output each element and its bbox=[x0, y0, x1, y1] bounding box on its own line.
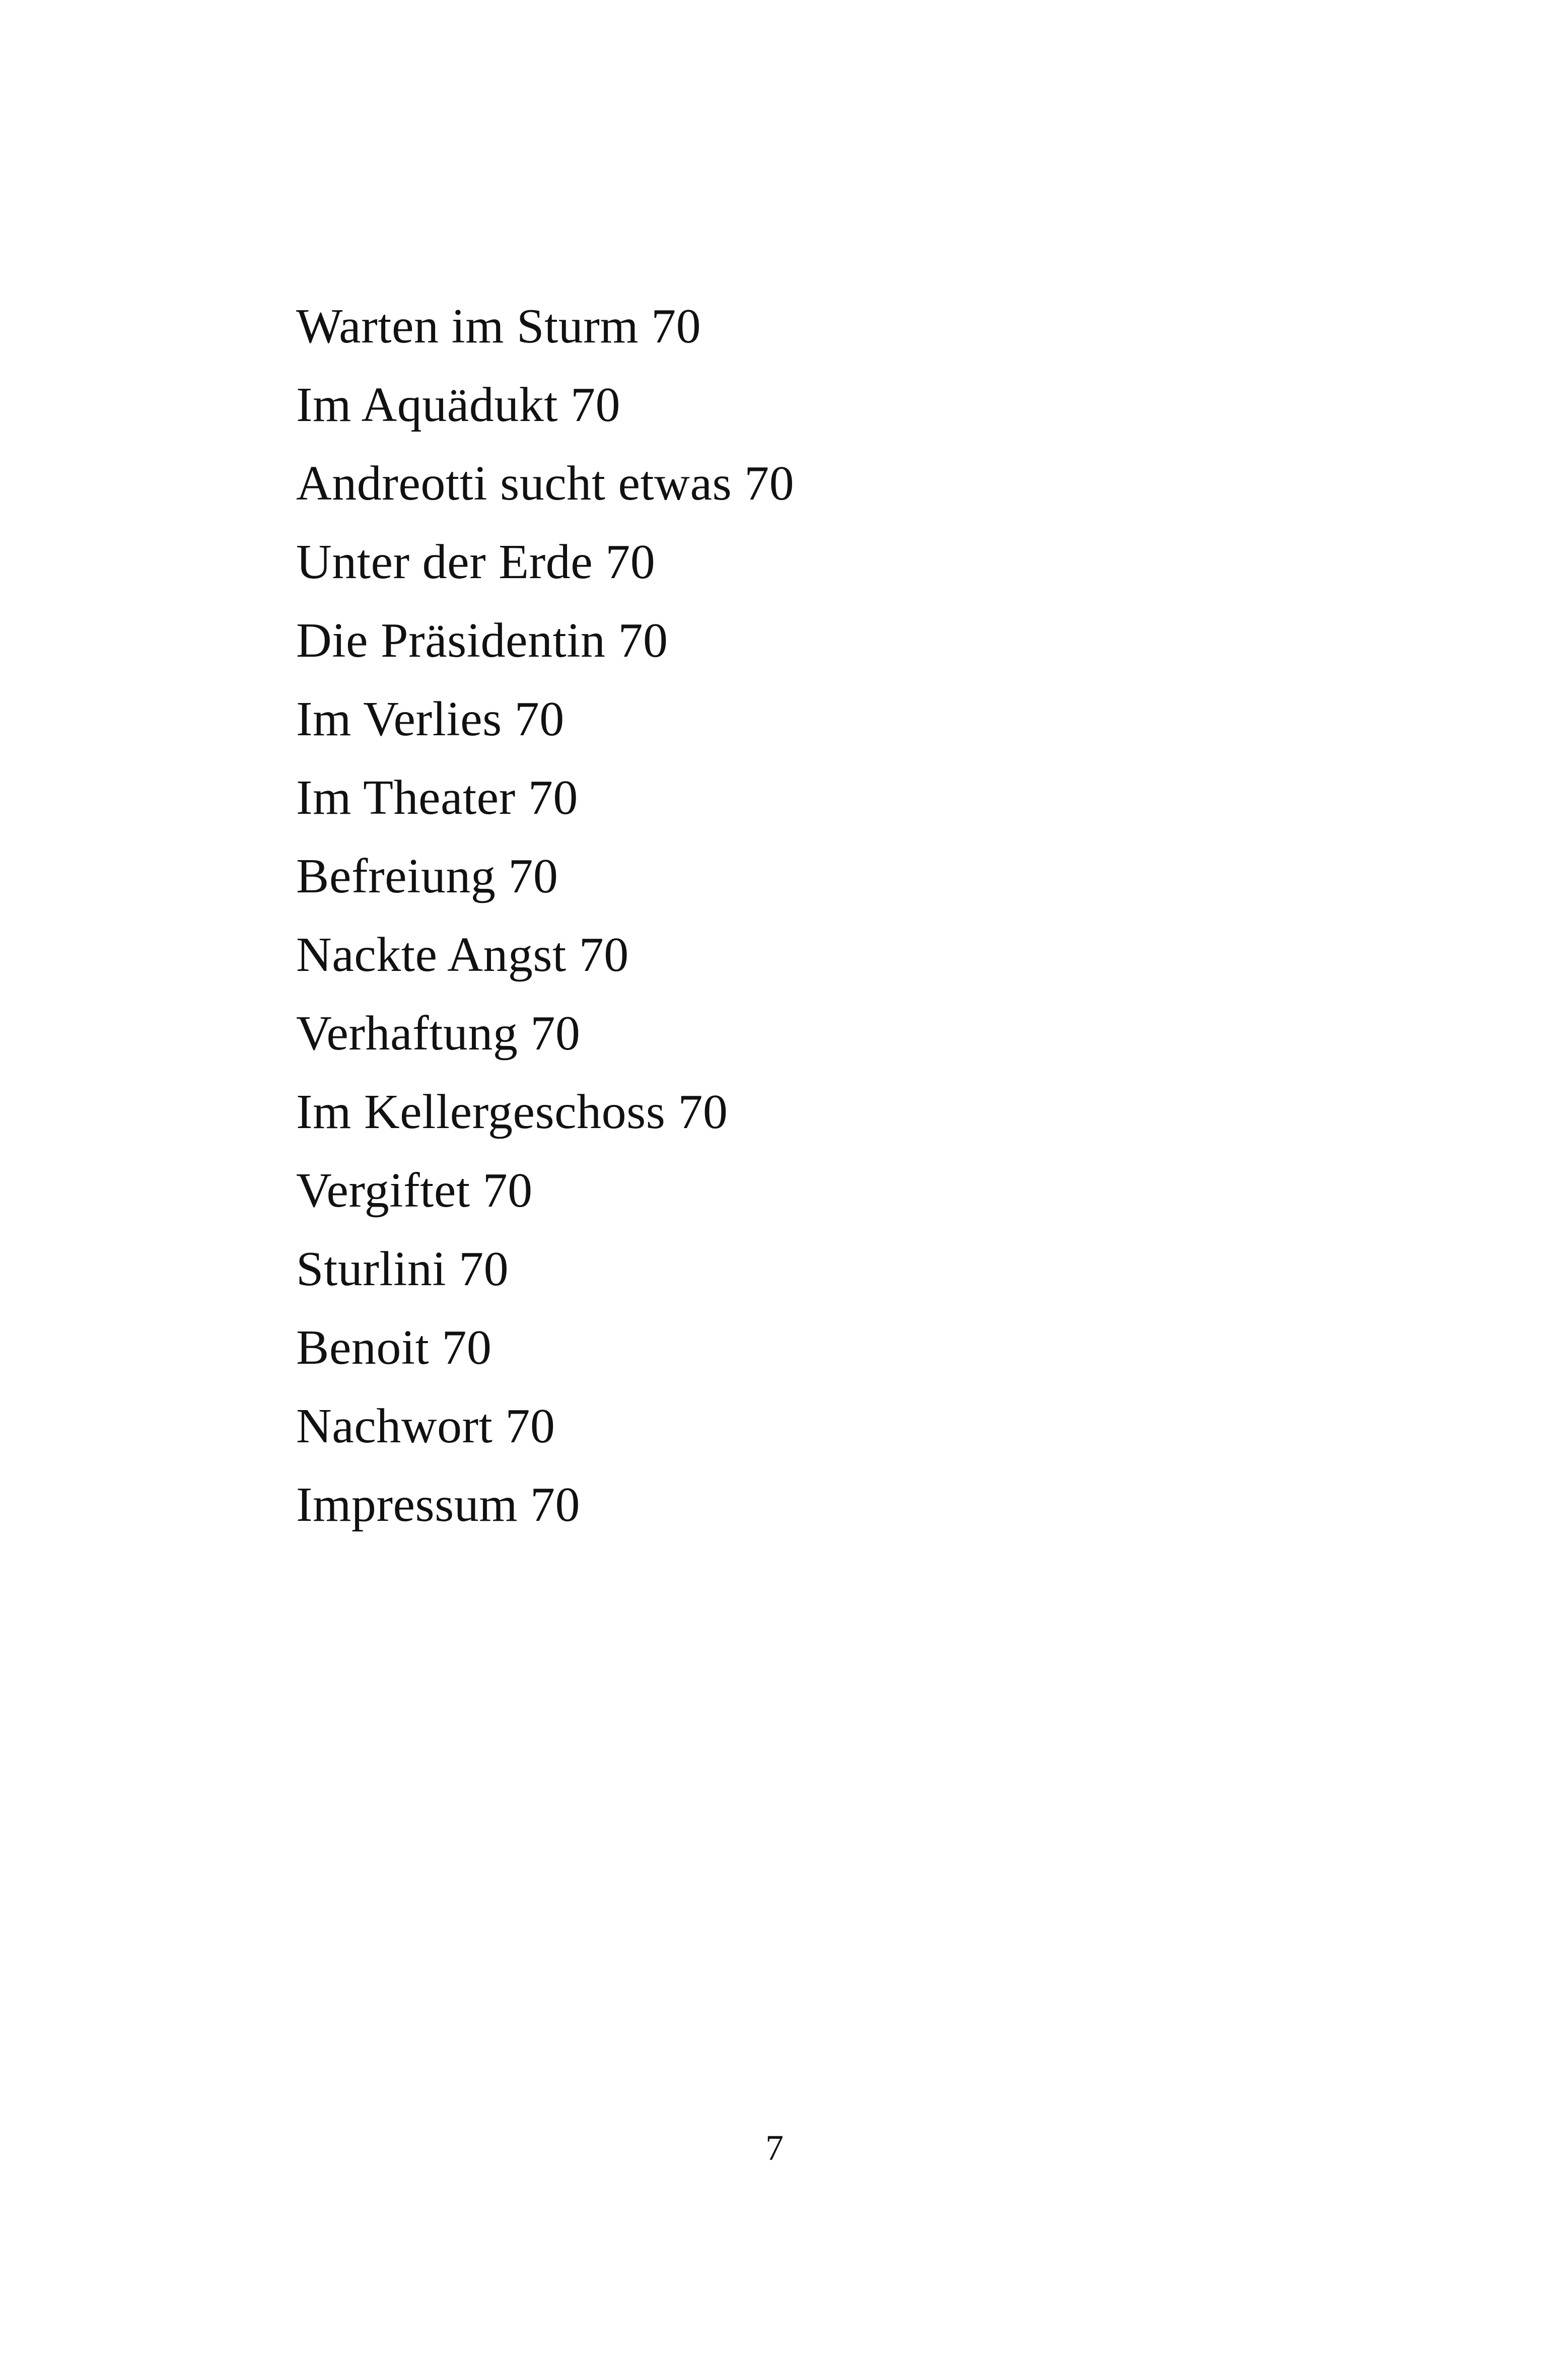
toc-entry-page: 70 bbox=[579, 928, 629, 982]
table-of-contents bbox=[296, 287, 794, 1544]
toc-entry-page: 70 bbox=[530, 1478, 580, 1532]
toc-entry-title: Die Präsidentin bbox=[296, 613, 606, 668]
toc-entry-page: 70 bbox=[744, 456, 795, 511]
toc-entry-title: Befreiung bbox=[296, 849, 496, 903]
toc-entry-page: 70 bbox=[514, 692, 565, 746]
toc-entry bbox=[296, 680, 794, 758]
toc-entry-title: Im Aquädukt bbox=[296, 378, 558, 432]
toc-entry-page: 70 bbox=[459, 1242, 509, 1296]
toc-entry-page: 70 bbox=[508, 849, 558, 903]
toc-entry bbox=[296, 758, 794, 837]
toc-entry-title: Verhaftung bbox=[296, 1006, 518, 1061]
toc-entry-title: Im Verlies bbox=[296, 692, 502, 746]
toc-entry bbox=[296, 837, 794, 916]
toc-entry-page: 70 bbox=[618, 613, 668, 668]
toc-entry-page: 70 bbox=[605, 535, 656, 589]
toc-entry-title: Andreotti sucht etwas bbox=[296, 456, 732, 511]
toc-entry bbox=[296, 1308, 794, 1387]
toc-entry-page: 70 bbox=[442, 1320, 492, 1375]
toc-entry-title: Nackte Angst bbox=[296, 928, 567, 982]
toc-entry-page: 70 bbox=[678, 1085, 728, 1139]
toc-entry-title: Im Kellergeschoss bbox=[296, 1085, 666, 1139]
toc-entry-title: Unter der Erde bbox=[296, 535, 593, 589]
toc-entry-title: Benoit bbox=[296, 1320, 430, 1375]
toc-entry-page: 70 bbox=[505, 1399, 555, 1453]
toc-entry-page: 70 bbox=[651, 299, 701, 354]
toc-entry bbox=[296, 523, 794, 601]
page-number: 7 bbox=[765, 2128, 784, 2168]
toc-entry bbox=[296, 1387, 794, 1465]
toc-entry bbox=[296, 994, 794, 1073]
toc-entry bbox=[296, 366, 794, 444]
toc-entry-page: 70 bbox=[482, 1163, 533, 1218]
toc-entry bbox=[296, 287, 794, 366]
toc-entry-title: Sturlini bbox=[296, 1242, 447, 1296]
toc-entry-title: Warten im Sturm bbox=[296, 299, 639, 354]
toc-entry bbox=[296, 601, 794, 680]
toc-entry bbox=[296, 1230, 794, 1308]
toc-entry bbox=[296, 1073, 794, 1151]
toc-entry-title: Impressum bbox=[296, 1478, 518, 1532]
toc-entry-title: Im Theater bbox=[296, 771, 516, 825]
toc-entry bbox=[296, 916, 794, 994]
toc-entry bbox=[296, 1151, 794, 1230]
toc-entry-page: 70 bbox=[528, 771, 578, 825]
toc-entry bbox=[296, 444, 794, 523]
toc-entry-page: 70 bbox=[530, 1006, 581, 1061]
toc-entry bbox=[296, 1465, 794, 1544]
toc-entry-page: 70 bbox=[570, 378, 620, 432]
toc-entry-title: Vergiftet bbox=[296, 1163, 470, 1218]
toc-entry-title: Nachwort bbox=[296, 1399, 493, 1453]
